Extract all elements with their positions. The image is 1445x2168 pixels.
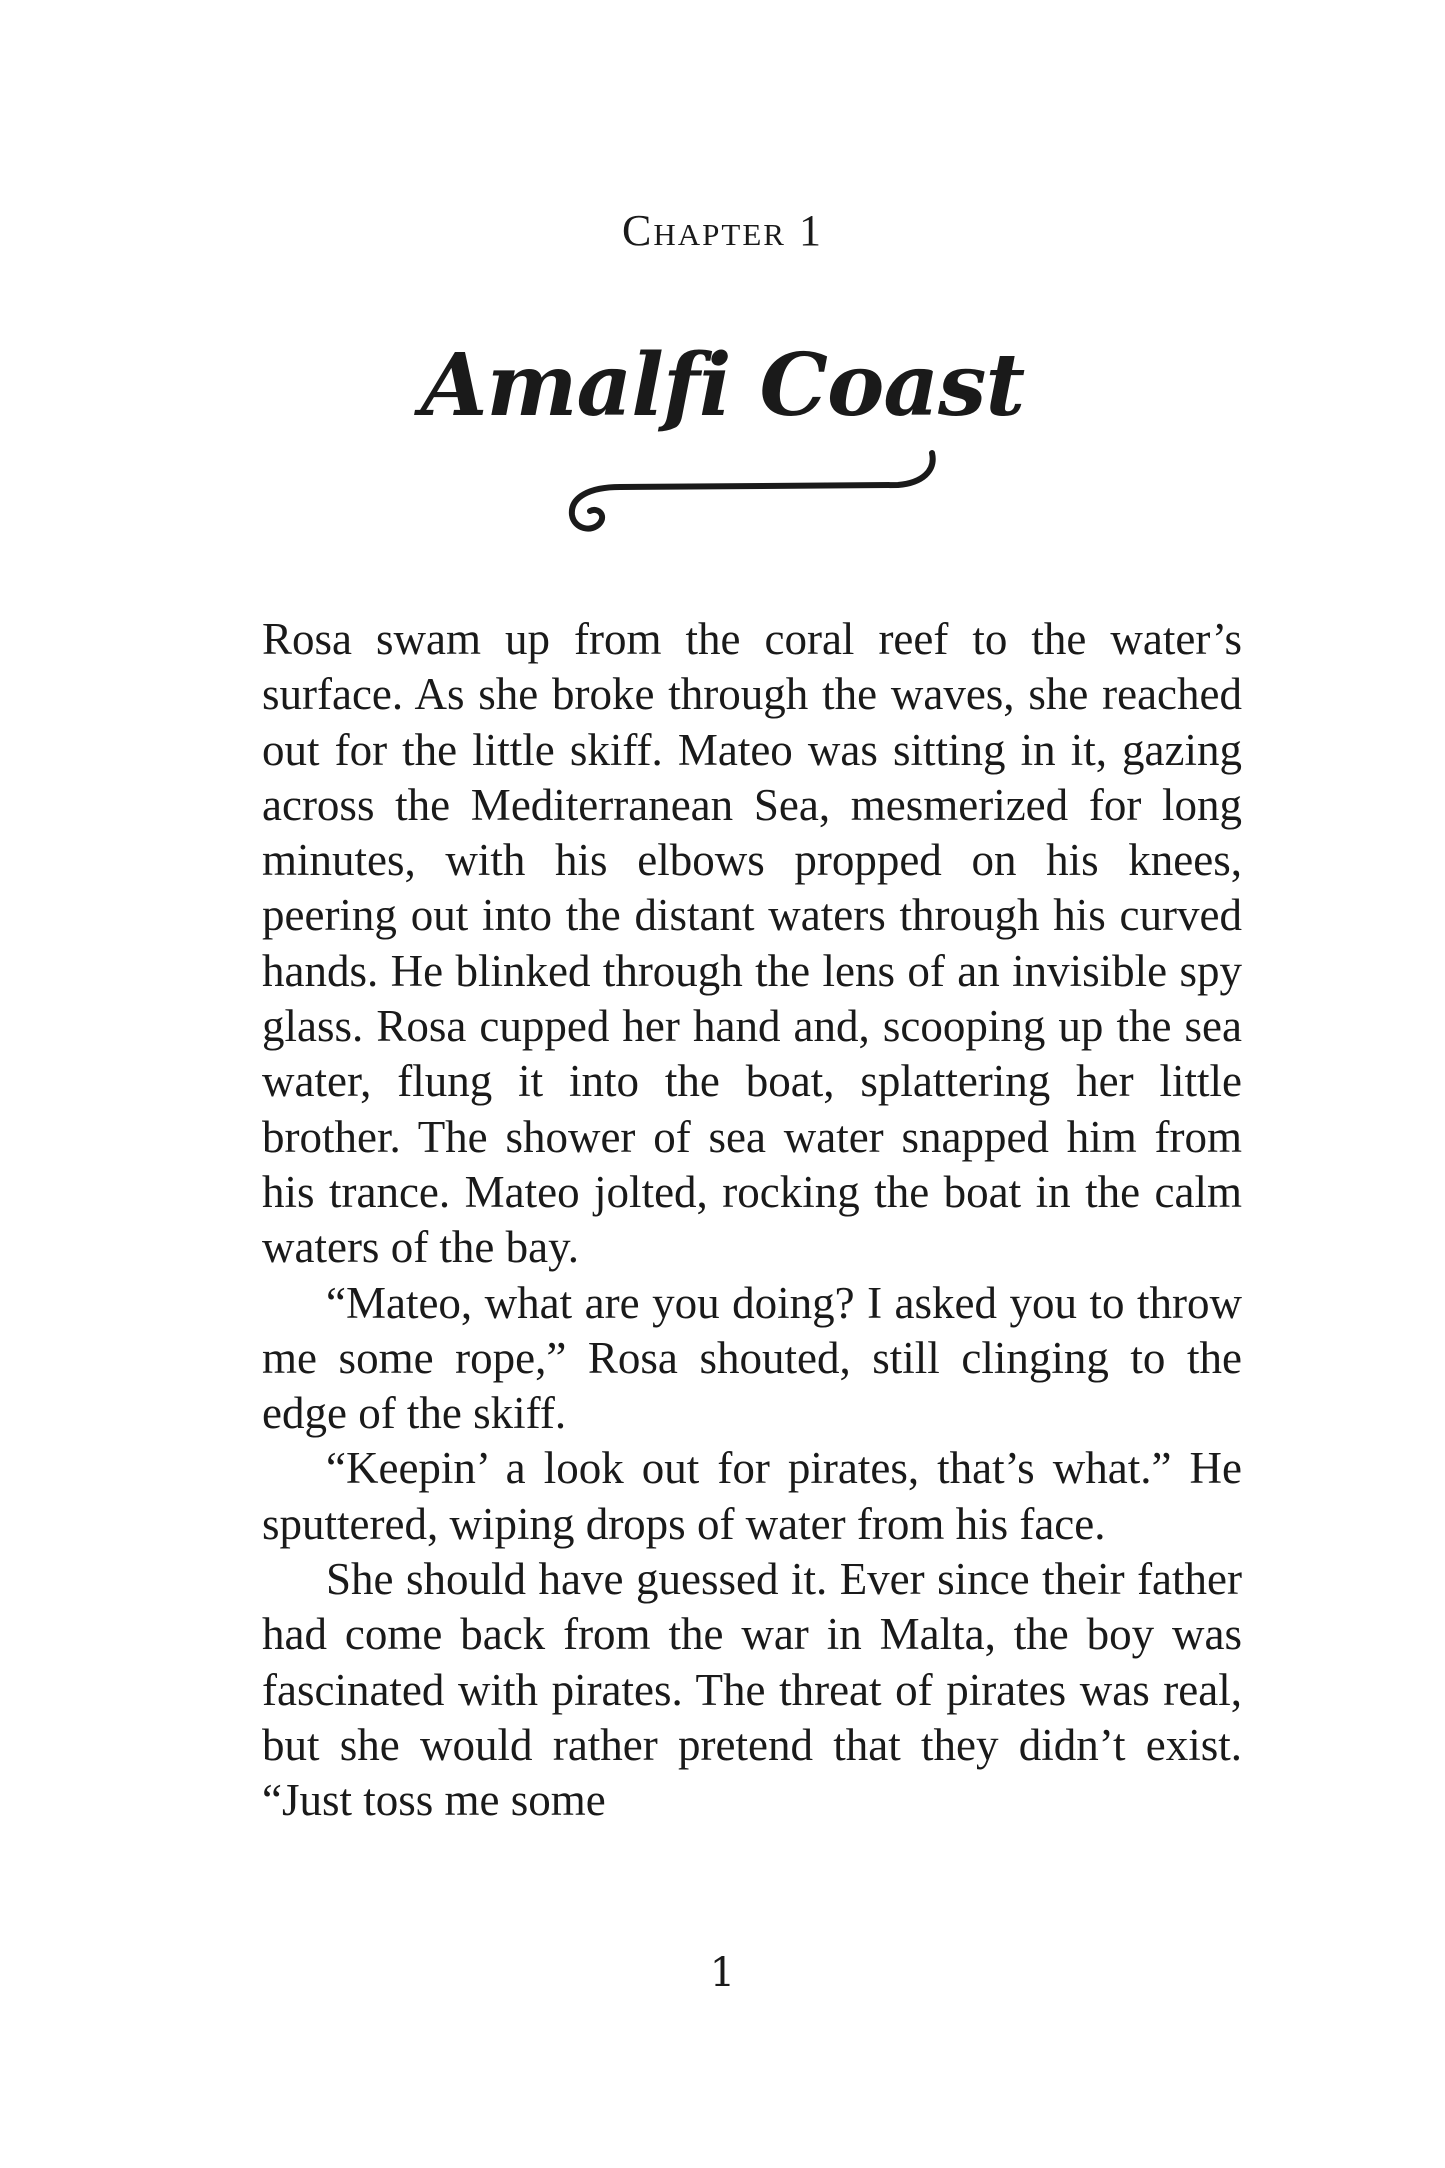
paragraph: She should have guessed it. Ever since their father had come back from the war in Malta, the boy was fascinated with pirates. The threat of pirates was real, but she would rather pretend that they didn’t exist. “Just toss me some [262,1554,1242,1826]
paragraph: “Mateo, what are you doing? I asked you to throw me some rope,” Rosa shouted, still clinging to the edge of the skiff. [262,1277,1242,1439]
body-text [262,612,1242,1829]
swash-flourish-icon [560,445,940,535]
paragraph: Rosa swam up from the coral reef to the water’s surface. As she broke through the waves, she reached out for the little skiff. Mateo was sitting in it, gazing across the Mediterranean Sea, mesmerized for long minutes, with his elbows propped on his knees, peering out into the distant waters through his curved hands. He blinked through the lens of an invisible spy glass. Rosa cupped her hand and, scooping up the sea water, flung it into the boat, splattering her little brother. The shower of sea water snapped him from his trance. Mateo jolted, rocking the boat in the calm waters of the bay. [262,614,1242,1273]
paragraph: “Keepin’ a look out for pirates, that’s what.” He sputtered, wiping drops of water from his face. [262,1443,1242,1549]
chapter-label: Chapter 1 [622,206,823,255]
chapter-title: Amalfi Coast [420,335,1025,436]
page-number: 1 [709,1950,736,1996]
